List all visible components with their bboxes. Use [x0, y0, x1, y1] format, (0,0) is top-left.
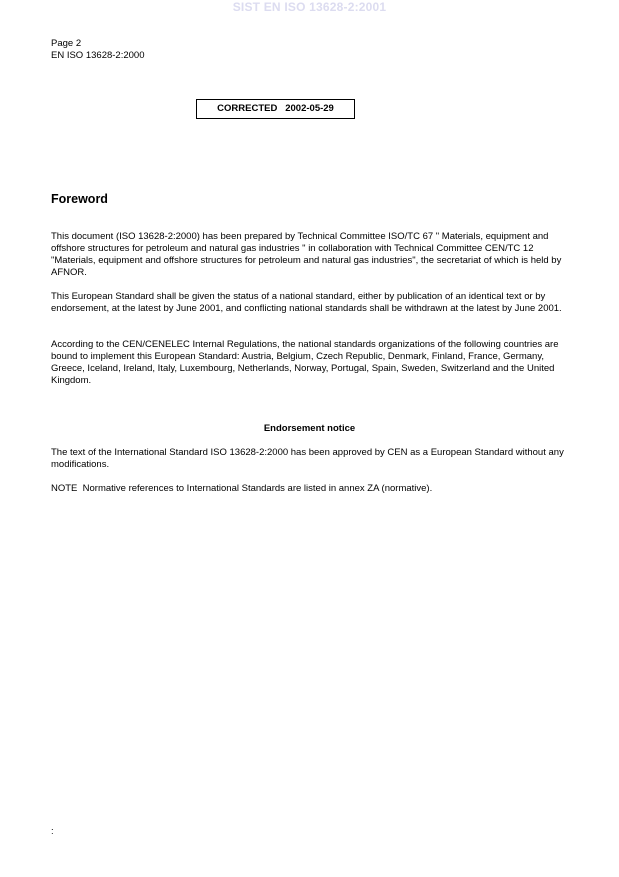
watermark: SIST EN ISO 13628-2:2001: [232, 0, 387, 14]
page-header: [51, 38, 144, 61]
foreword-paragraph-1: This document (ISO 13628-2:2000) has been prepared by Technical Committee ISO/TC 67 " Materials, equipment and offshore structures for petroleum and natural gas industries " in collaboration with Technical Committee CEN/TC 12 "Materials, equipment and offshore structures for petroleum and natural gas industries", the secretariat of which is held by AFNOR.: [51, 231, 562, 278]
note-paragraph: NOTE Normative references to International Standards are listed in annex ZA (normative).: [51, 483, 433, 494]
page-number: Page 2: [51, 38, 82, 49]
corrected-stamp: CORRECTED 2002-05-29: [196, 99, 355, 119]
foreword-paragraph-3: According to the CEN/CENELEC Internal Regulations, the national standards organizations of the following countries are bound to implement this European Standard: Austria, Belgium, Czech Republic, Denmark, Finland, France, Germany, Greece, Iceland, Ireland, Italy, Luxembourg, Netherlands, Norway, Portugal, Spain, Sweden, Switzerland and the United Kingdom.: [51, 339, 559, 386]
endorsement-paragraph: The text of the International Standard ISO 13628-2:2000 has been approved by CEN as a European Standard without any modifications.: [51, 447, 564, 470]
foreword-paragraph-2: This European Standard shall be given the status of a national standard, either by publication of an identical text or by endorsement, at the latest by June 2001, and conflicting national standards shall be withdrawn at the latest by June 2001.: [51, 291, 562, 314]
endorsement-heading: Endorsement notice: [263, 423, 356, 434]
foreword-heading: Foreword: [51, 192, 108, 206]
standard-number: EN ISO 13628-2:2000: [51, 49, 145, 61]
footer-mark: :: [51, 826, 54, 837]
